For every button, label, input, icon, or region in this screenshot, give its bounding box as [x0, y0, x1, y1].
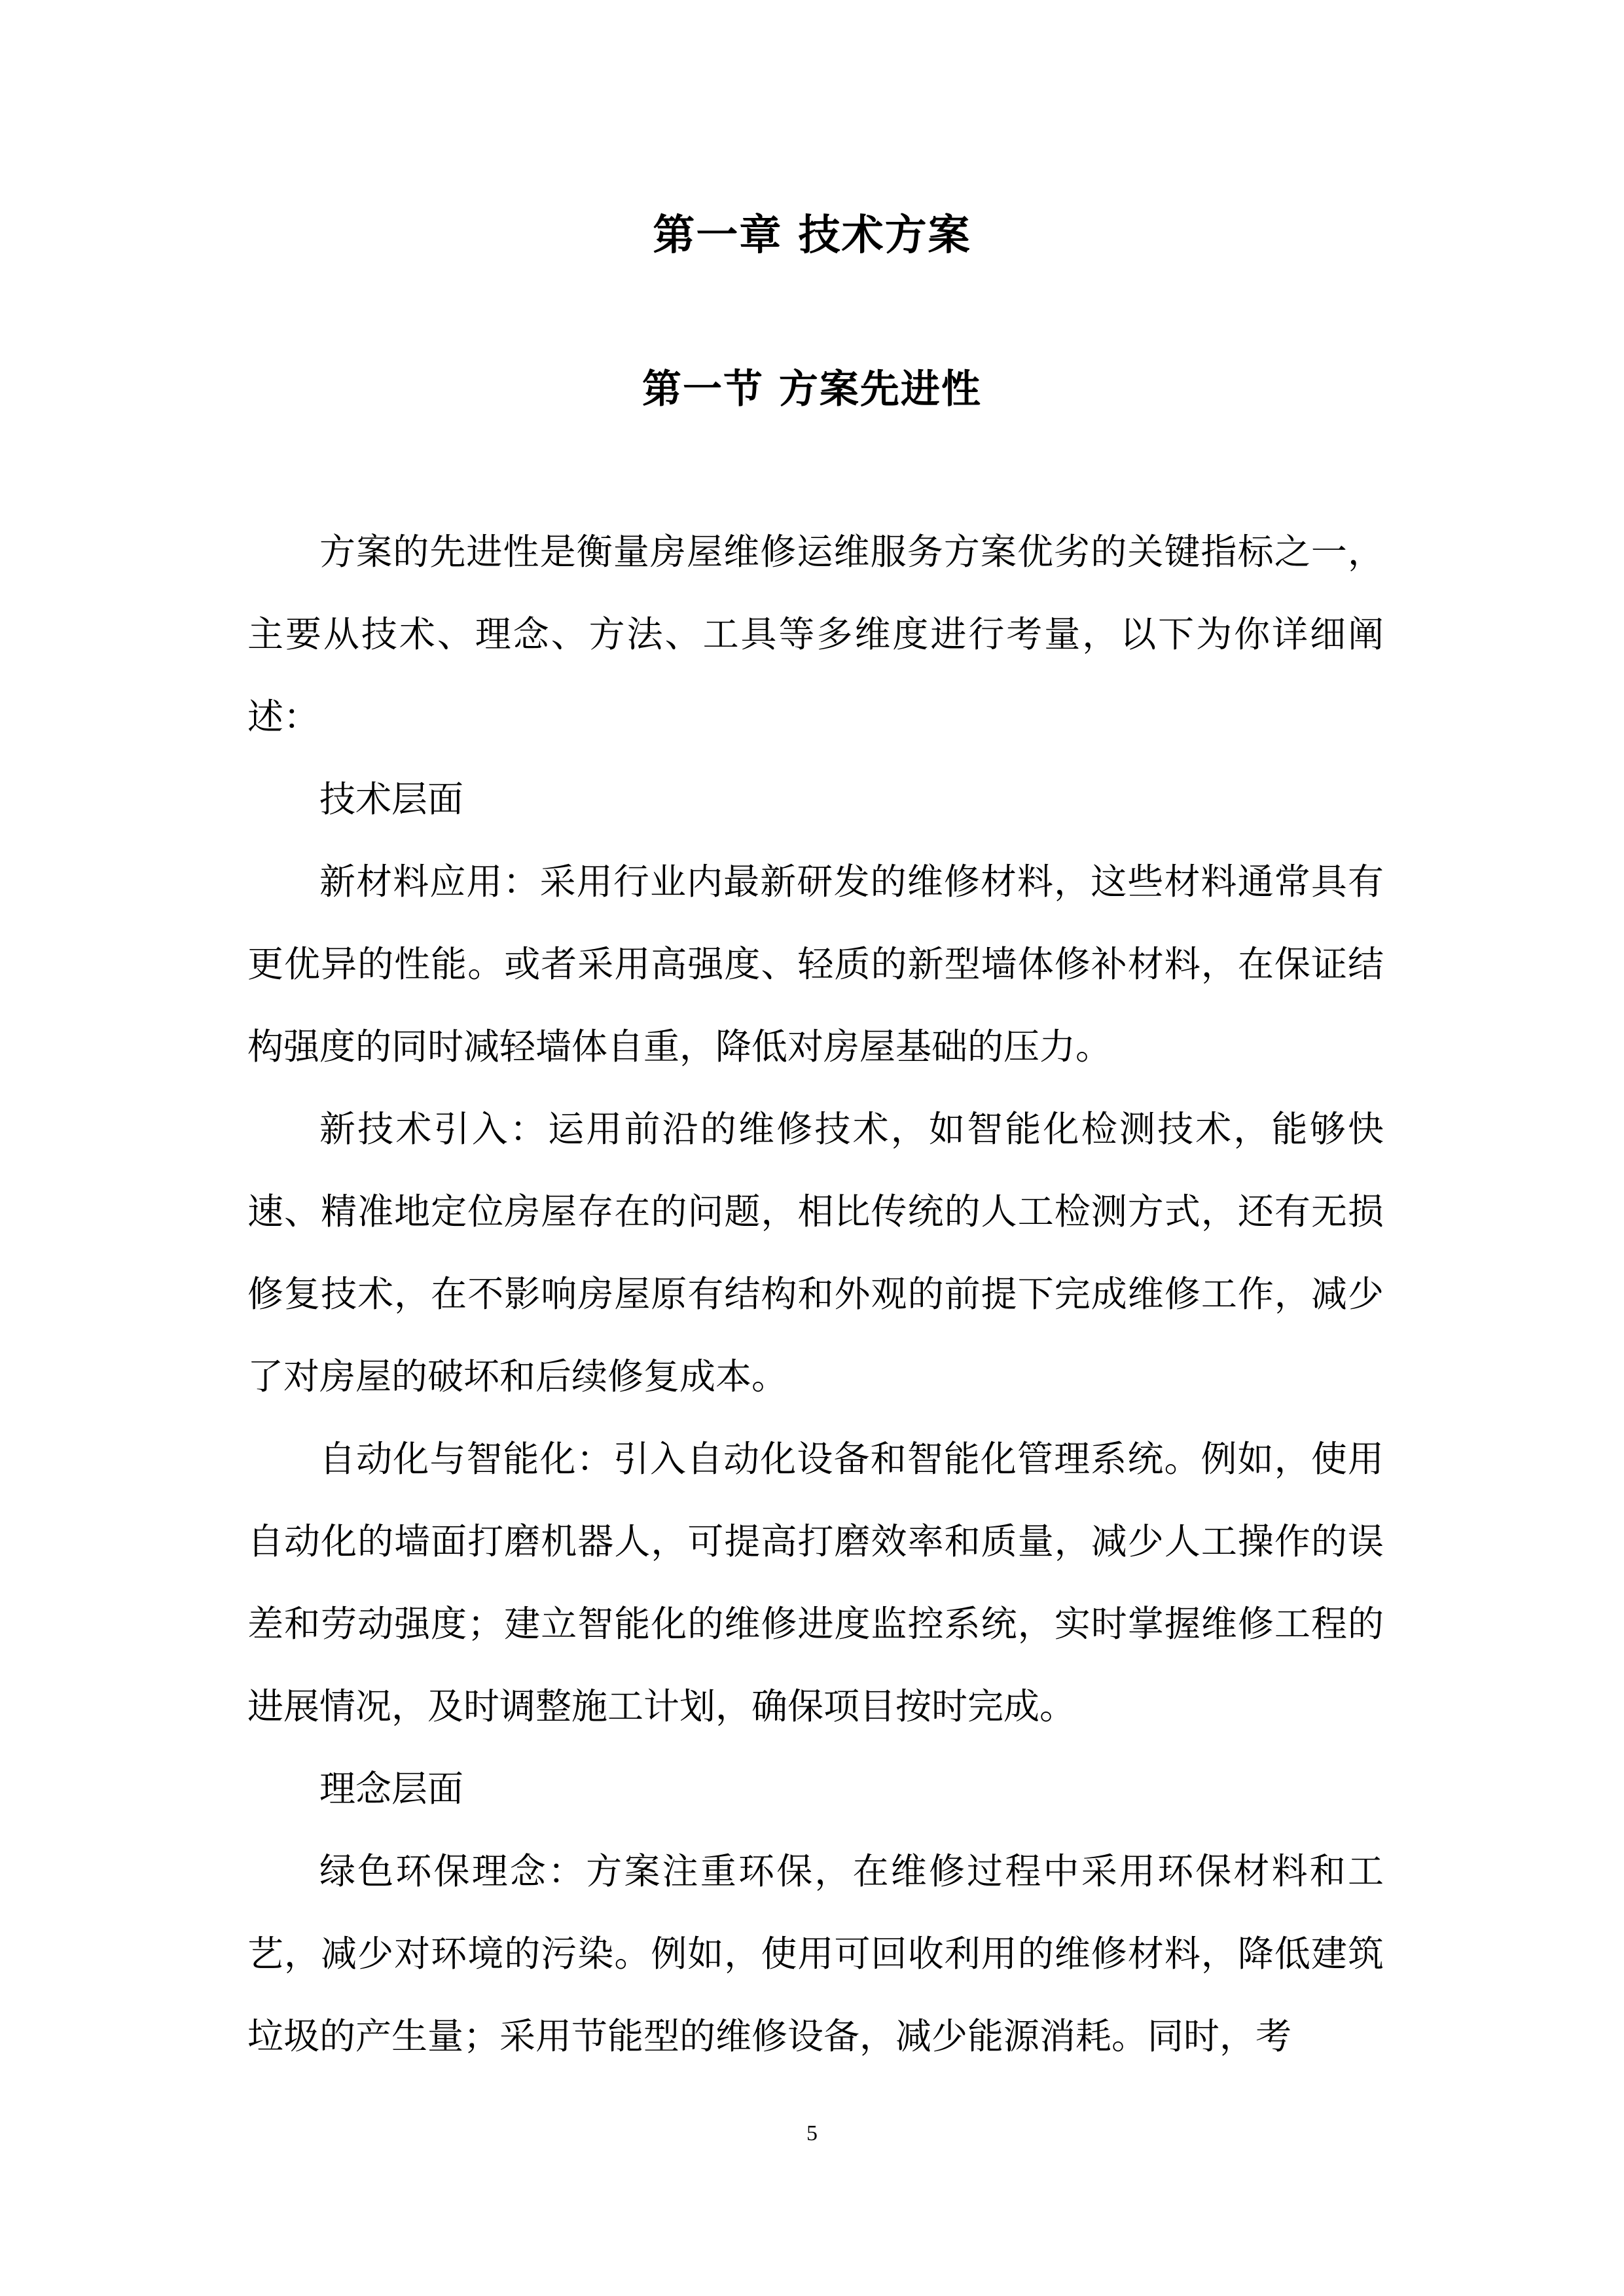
paragraph-new-technology: 新技术引入：运用前沿的维修技术，如智能化检测技术，能够快速、精准地定位房屋存在的问题，相比传统的人工检测方式，还有无损修复技术，在不影响房屋原有结构和外观的前提下完成维修工作，减少了对房屋的破坏和后续修复成本。 [247, 1108, 1384, 1397]
page-number: 5 [806, 2121, 818, 2145]
body-text [247, 511, 1384, 2077]
section-title: 第一节 方案先进性 [642, 367, 982, 412]
paragraph-intro: 方案的先进性是衡量房屋维修运维服务方案优劣的关键指标之一，主要从技术、理念、方法、工具等多维度进行考量，以下为你详细阐述： [247, 531, 1384, 738]
chapter-title: 第一章 技术方案 [653, 211, 971, 260]
paragraph-new-materials: 新材料应用：采用行业内最新研发的维修材料，这些材料通常具有更优异的性能。或者采用高强度、轻质的新型墙体修补材料，在保证结构强度的同时减轻墙体自重，降低对房屋基础的压力。 [247, 861, 1384, 1067]
paragraph-green: 绿色环保理念：方案注重环保，在维修过程中采用环保材料和工艺，减少对环境的污染。例如，使用可回收利用的维修材料，降低建筑垃圾的产生量；采用节能型的维修设备，减少能源消耗。同时，考 [247, 1850, 1384, 2057]
paragraph-automation: 自动化与智能化：引入自动化设备和智能化管理系统。例如，使用自动化的墙面打磨机器人，可提高打磨效率和质量，减少人工操作的误差和劳动强度；建立智能化的维修进度监控系统，实时掌握维修工程的进展情况，及时调整施工计划，确保项目按时完成。 [247, 1438, 1384, 1727]
subheading-philosophy: 理念层面 [319, 1768, 464, 1810]
subheading-technology: 技术层面 [319, 778, 464, 820]
